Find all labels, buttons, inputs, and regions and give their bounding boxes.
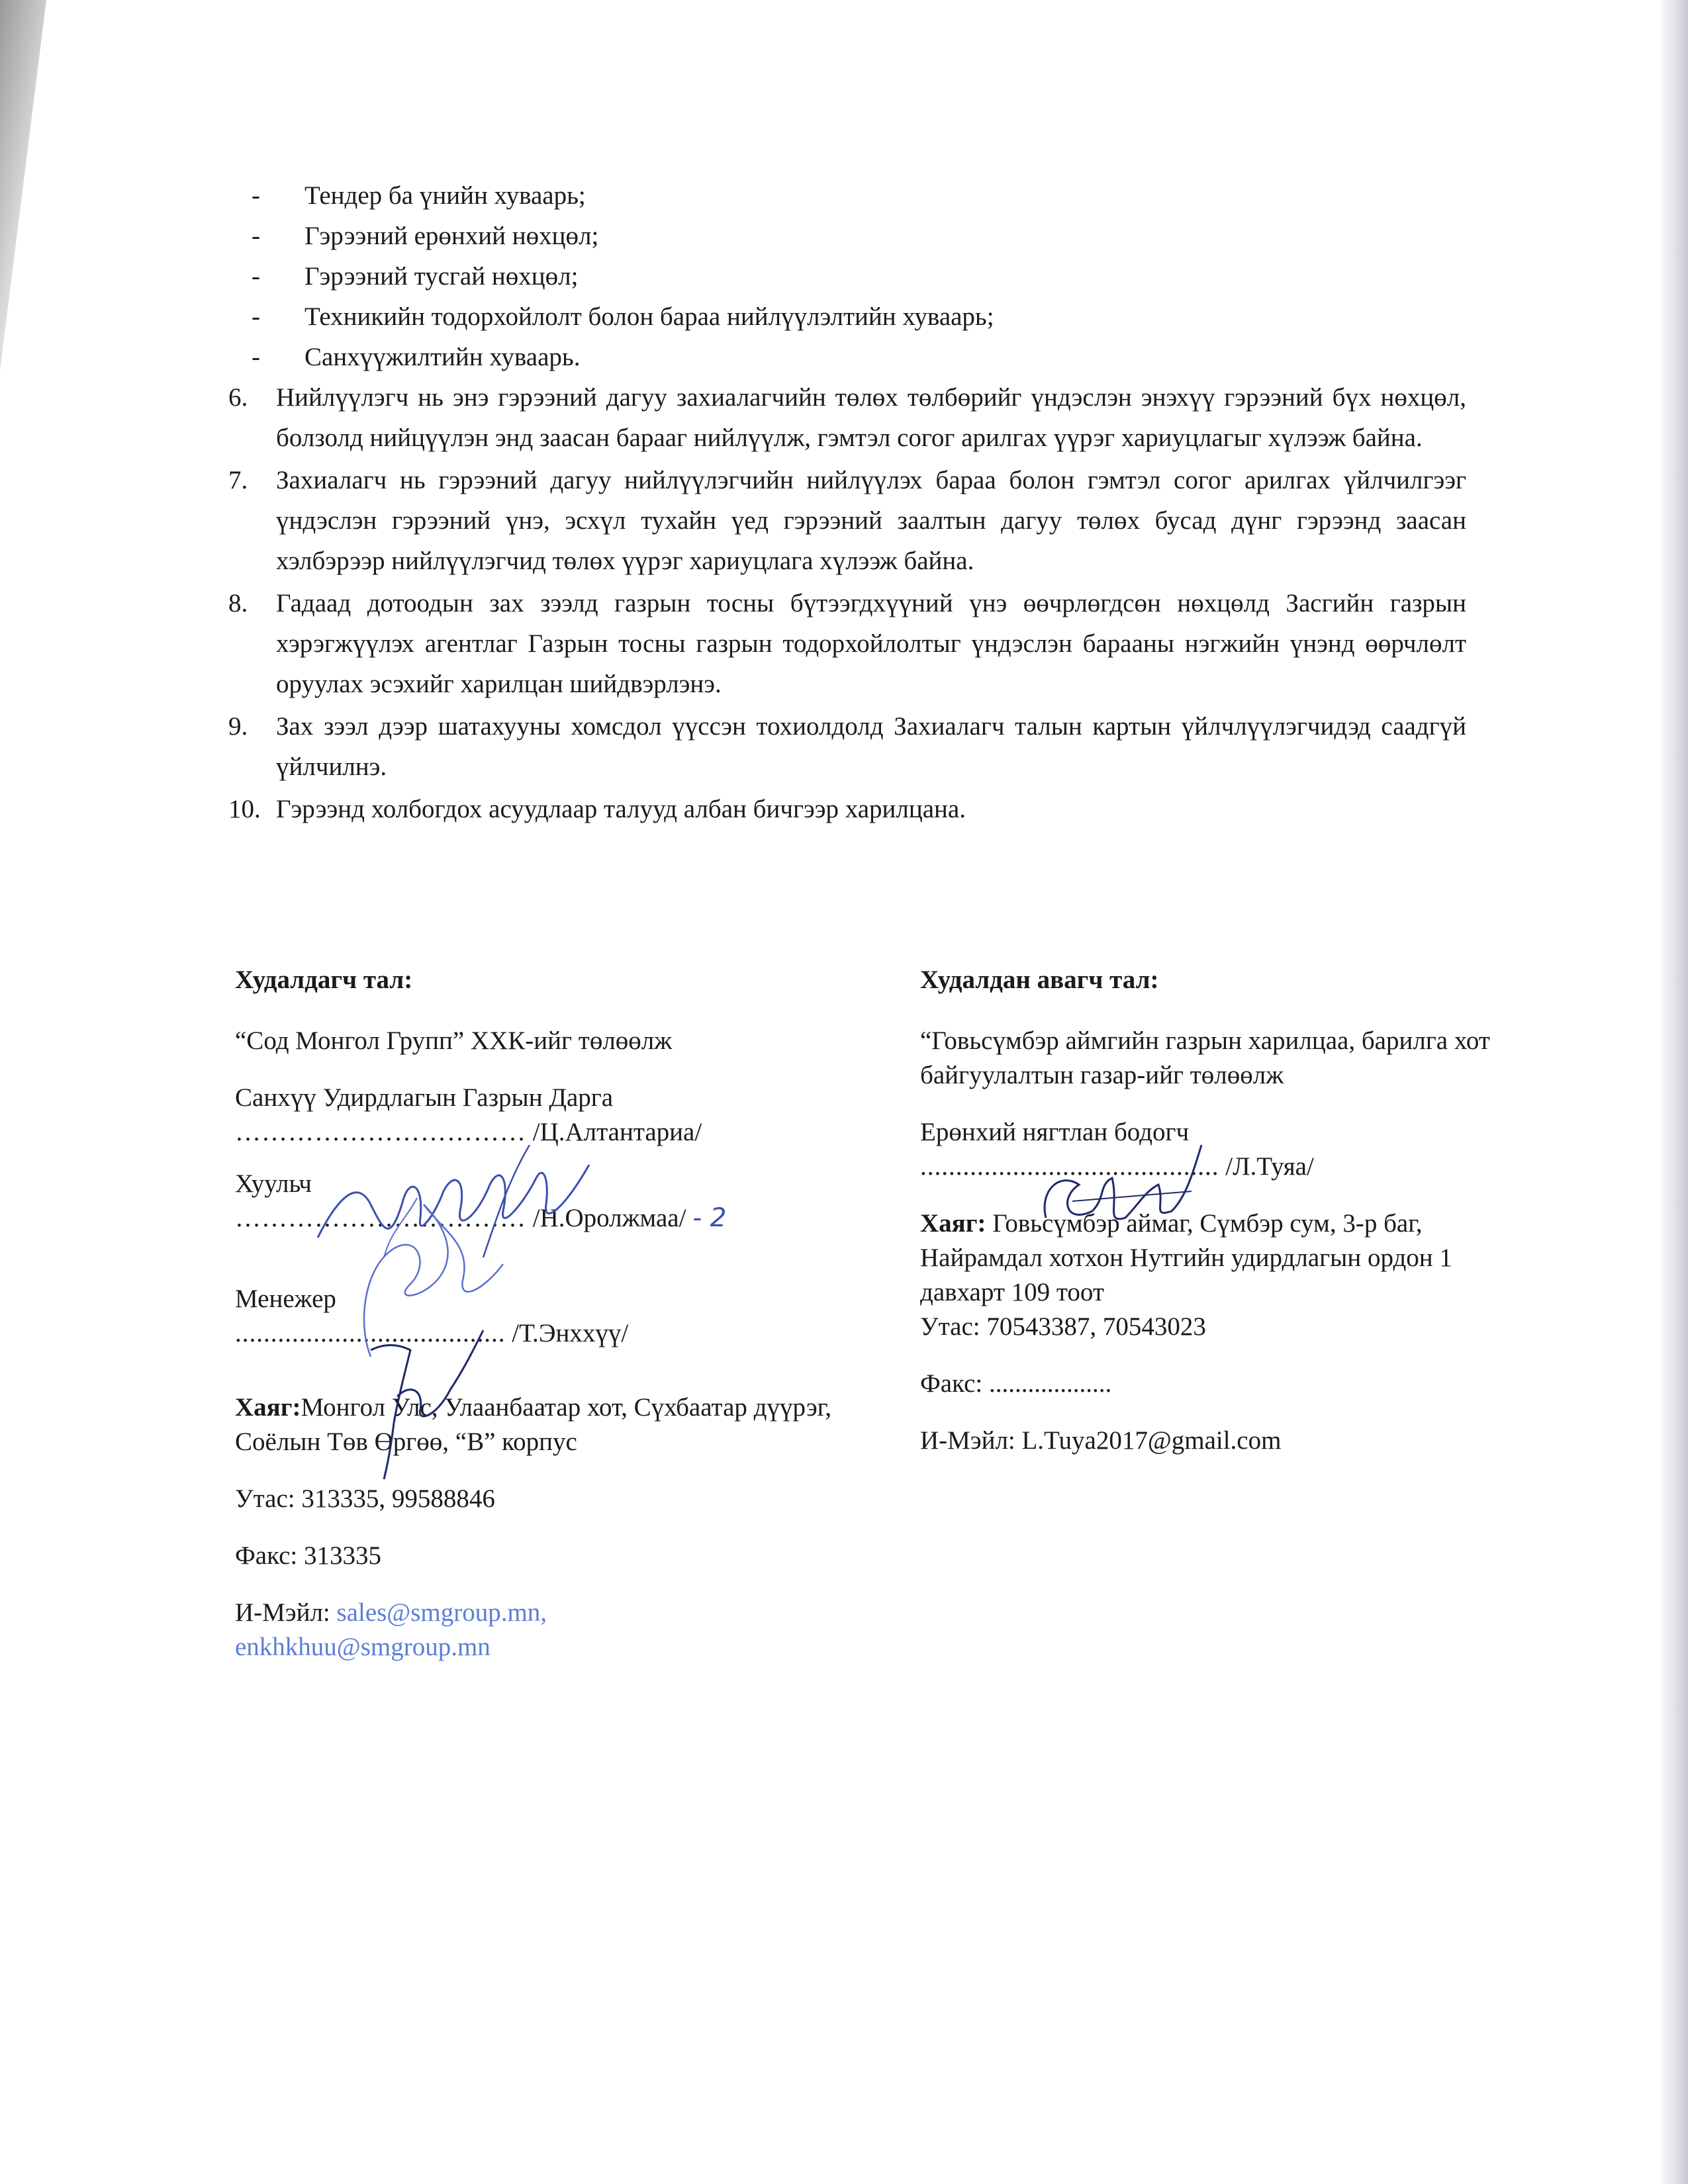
clause-number: 8. xyxy=(228,589,248,617)
email-link[interactable]: sales@smgroup.mn, xyxy=(336,1598,547,1627)
clause-number: 10. xyxy=(228,795,261,823)
signature-line-manager: ...................................... /Т.Энххүү/ xyxy=(235,1319,629,1347)
seller-email: И-Мэйл: sales@smgroup.mn, xyxy=(235,1598,547,1627)
clause-text: Нийлүүлэгч нь энэ гэрээний дагуу захиалагчийн төлөх төлбөрийг үндэслэн энэхүү гэрээний бүх нөхцөл, болзолд нийцүүлэн энд заасан барааг нийлүүлж, гэмтэл согог арилгах үүрэг хариуцлагыг хүлээж байна. xyxy=(276,383,1466,452)
buyer-address: Хаяг: Говьсүмбэр аймаг, Сүмбэр сум, 3-р баг, Найрамдал хотхон Нутгийн удирдлагын ордон 1 давхарт 109 тоот xyxy=(920,1209,1452,1306)
annex-list xyxy=(252,175,1509,377)
clause-text: Захиалагч нь гэрээний дагуу нийлүүлэгчийн нийлүүлэх бараа болон гэмтэл согог арилгах үйлчилгээг үндэслэн гэрээний үнэ, эсхүл тухайн үед гэрээний заалтын дагуу төлөх бусад дүнг гэрээнд заасан хэлбэрээр нийлүүлэгчид төлөх үүрэг хариуцлага хүлээж байна. xyxy=(276,466,1466,575)
seller-block xyxy=(235,963,884,1664)
signer-name: /Л.Туяа/ xyxy=(1225,1152,1314,1181)
seller-phone: Утас: 313335, 99588846 xyxy=(235,1484,495,1513)
clause-text: Зах зээл дээр шатахууны хомсдол үүссэн тохиолдолд Захиалагч талын картын үйлчлүүлэгчидэд саадгүй үйлчилнэ. xyxy=(276,712,1466,781)
seller-heading: Худалдагч тал: xyxy=(235,966,413,994)
seller-position-lawyer: Хуульч xyxy=(235,1169,312,1198)
signature-line-finance: …………………………… /Ц.Алтантариа/ xyxy=(235,1118,702,1146)
buyer-fax: Факс: ................... xyxy=(920,1369,1112,1398)
clause-number: 6. xyxy=(228,383,248,412)
clause-item xyxy=(228,789,1466,829)
seller-position-finance: Санхүү Удирдлагын Газрын Дарга xyxy=(235,1083,614,1112)
dash-bullet: - xyxy=(252,222,260,250)
list-item: - Техникийн тодорхойлолт болон бараа нийлүүлэлтийн хуваарь; xyxy=(252,296,1509,337)
dash-bullet: - xyxy=(252,343,260,371)
clause-text: Гадаад дотоодын зах зээлд газрын тосны бүтээгдхүүний үнэ өөчрлөгдсөн нөхцөлд Засгийн газрын хэрэгжүүлэх агентлаг Газрын тосны газрын тодорхойлолтыг үндэслэн барааны нэгжийн үнэнд өөрчлөлт оруулах эсэхийг харилцан шийдвэрлэнэ. xyxy=(276,589,1466,698)
buyer-phone: Утас: 70543387, 70543023 xyxy=(920,1312,1206,1341)
buyer-block xyxy=(920,963,1516,1480)
handwritten-note: - 2 xyxy=(692,1203,727,1233)
clause-item xyxy=(228,460,1466,581)
email-link[interactable]: enkhkhuu@smgroup.mn xyxy=(235,1633,491,1661)
signer-name: /Ц.Алтантариа/ xyxy=(532,1118,702,1146)
list-item: - Санхүүжилтийн хуваарь. xyxy=(252,337,1509,377)
clause-number: 9. xyxy=(228,712,248,741)
seller-email-2 xyxy=(235,1630,884,1664)
clause-item xyxy=(228,583,1466,704)
list-item: - Гэрээний тусгай нөхцөл; xyxy=(252,256,1509,296)
dash-bullet: - xyxy=(252,181,260,210)
seller-fax: Факс: 313335 xyxy=(235,1541,381,1570)
clause-item xyxy=(228,377,1466,458)
clause-text: Гэрээнд холбогдох асуудлаар талууд албан бичгээр харилцана. xyxy=(276,795,966,823)
signature-line-accountant: .......................................... /Л.Туяа/ xyxy=(920,1152,1314,1181)
clause-number: 7. xyxy=(228,466,248,494)
list-item: - Гэрээний ерөнхий нөхцөл; xyxy=(252,216,1509,256)
signer-name: /Н.Оролжмаа/ xyxy=(532,1204,686,1232)
signature-line-lawyer: …………………………… /Н.Оролжмаа/ - 2 xyxy=(235,1203,727,1233)
clause-item xyxy=(228,706,1466,787)
signer-name: /Т.Энххүү/ xyxy=(512,1319,629,1347)
list-item: - Тендер ба үнийн хуваарь; xyxy=(252,175,1509,216)
buyer-organization: “Говьсүмбэр аймгийн газрын харилцаа, барилга хот байгуулалтын газар-ийг төлөөлж xyxy=(920,1026,1490,1089)
clause-list xyxy=(228,377,1466,831)
buyer-position-accountant: Ерөнхий нягтлан бодогч xyxy=(920,1118,1190,1146)
dash-bullet: - xyxy=(252,302,260,331)
buyer-email: И-Мэйл: L.Tuya2017@gmail.com xyxy=(920,1426,1282,1455)
buyer-heading: Худалдан авагч тал: xyxy=(920,966,1159,994)
dash-bullet: - xyxy=(252,262,260,291)
seller-position-manager: Менежер xyxy=(235,1285,336,1313)
seller-company: “Сод Монгол Групп” ХХК-ийг төлөөлж xyxy=(235,1026,673,1055)
seller-address: Хаяг:Монгол Улс, Улаанбаатар хот, Сүхбаатар дүүрэг, Соёлын Төв Өргөө, “В” корпус xyxy=(235,1393,832,1456)
